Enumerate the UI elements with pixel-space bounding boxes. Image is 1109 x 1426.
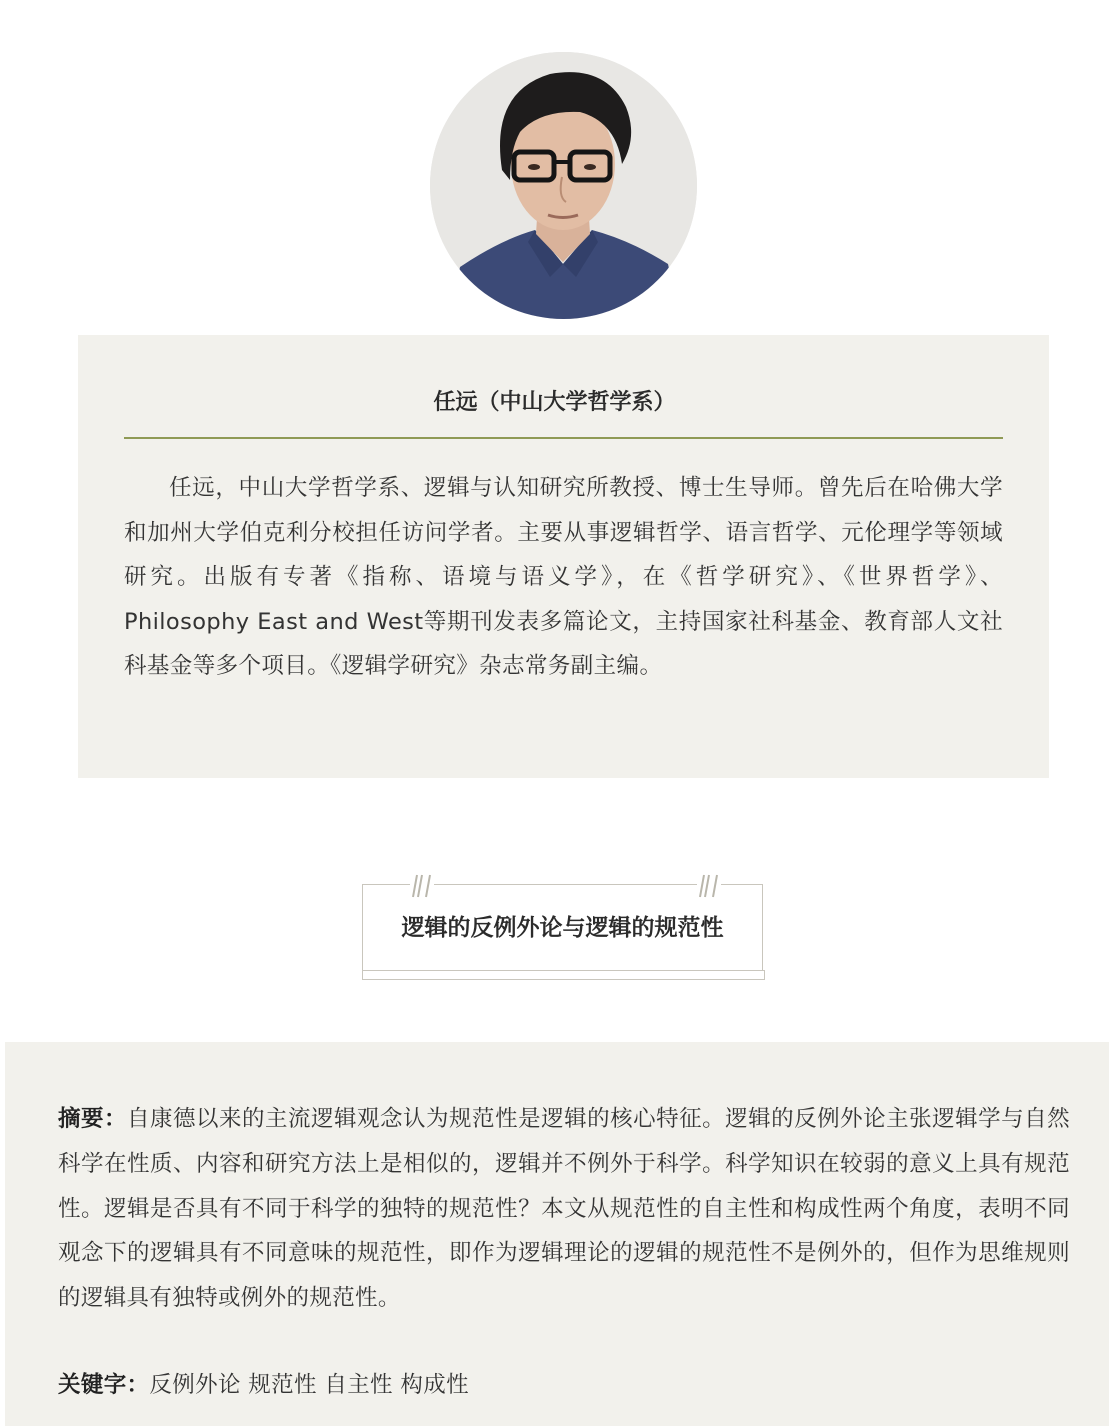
- quote-mark-icon: [410, 872, 434, 900]
- abstract-text: 自康德以来的主流逻辑观念认为规范性是逻辑的核心特征。逻辑的反例外论主张逻辑学与自然科学在性质、内容和研究方法上是相似的，逻辑并不例外于科学。科学知识在较弱的意义上具有规范性。逻辑是否具有不同于科学的独特的规范性？本文从规范性的自主性和构成性两个角度，表明不同观念下的逻辑具有不同意味的规范性，即作为逻辑理论的逻辑的规范性不是例外的，但作为思维规则的逻辑具有独特或例外的规范性。: [58, 1106, 1070, 1312]
- divider: [124, 437, 1003, 439]
- quote-mark-icon: [697, 872, 721, 900]
- keywords-text: 反例外论 规范性 自主性 构成性: [149, 1372, 469, 1398]
- article-title-frame-base: [362, 970, 765, 980]
- keywords-label: 关键字：: [58, 1372, 150, 1398]
- author-name-heading: 任远（中山大学哲学系）: [433, 390, 676, 415]
- article-title: 逻辑的反例外论与逻辑的规范性: [401, 915, 724, 941]
- author-bio-text: 任远，中山大学哲学系、逻辑与认知研究所教授、博士生导师。曾先后在哈佛大学和加州大学伯克利分校担任访问学者。主要从事逻辑哲学、语言哲学、元伦理学等领域研究。出版有专著《指称、语境与语义学》，在《哲学研究》、《世界哲学》、Philosophy East and West等期刊发表多篇论文，主持国家社科基金、教育部人文社科基金等多个项目。《逻辑学研究》杂志常务副主编。: [124, 475, 1003, 679]
- keywords: [58, 1365, 1070, 1405]
- abstract-label: 摘要：: [58, 1106, 128, 1132]
- author-portrait: [430, 52, 697, 319]
- abstract: [58, 1097, 1070, 1321]
